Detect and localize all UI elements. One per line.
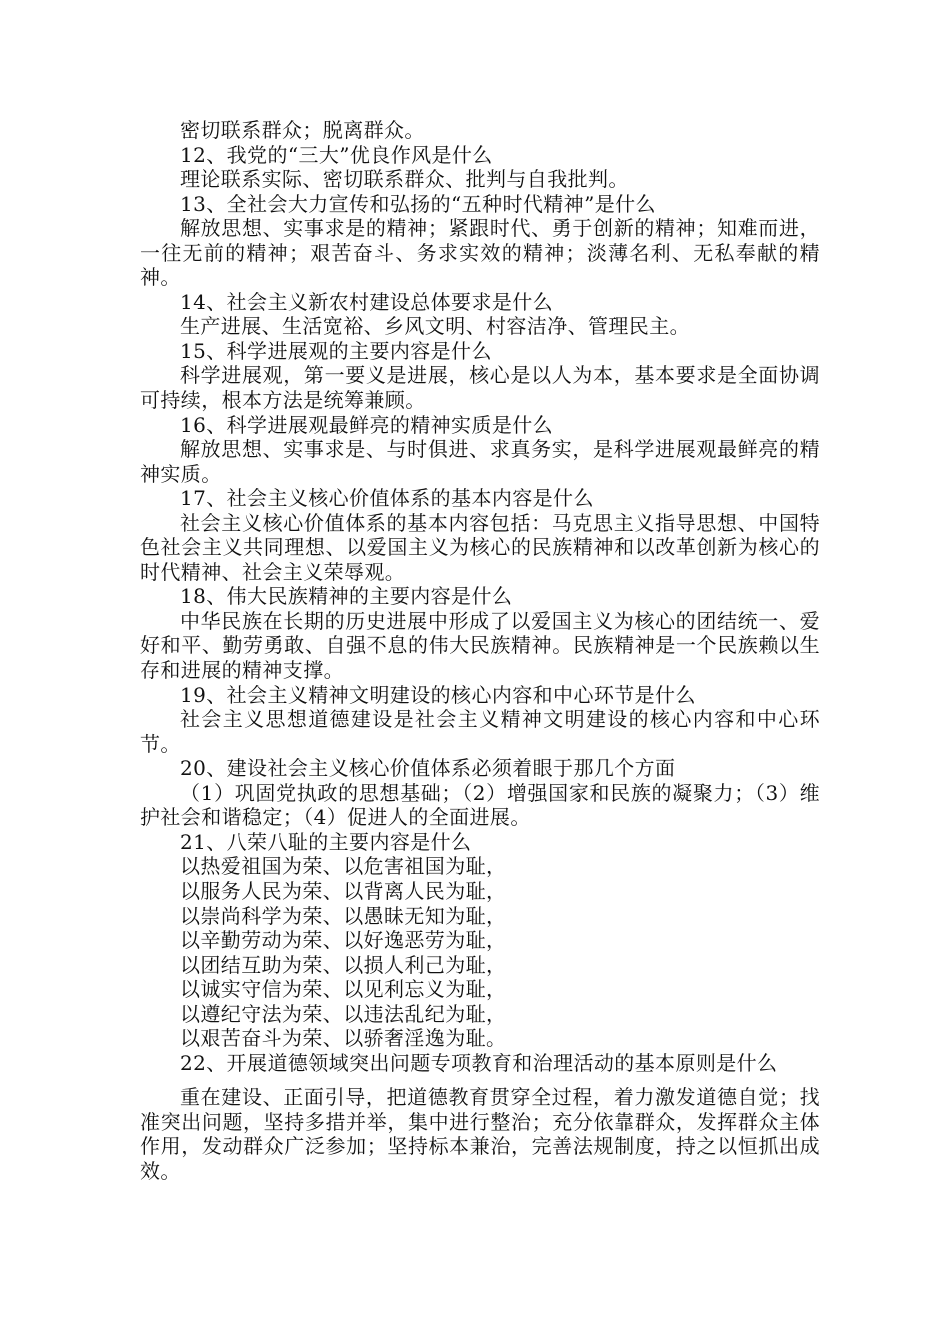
list-line: 以艰苦奋斗为荣、以骄奢淫逸为耻。 (180, 1026, 507, 1051)
answer-paragraph: 社会主义思想道德建设是社会主义精神文明建设的核心内容和中心环节。 (140, 707, 820, 756)
answer-paragraph: 科学进展观，第一要义是进展，核心是以人为本，基本要求是全面协调可持续，根本方法是统筹兼顾。 (140, 363, 820, 413)
question-heading: 16、科学进展观最鲜亮的精神实质是什么 (180, 412, 554, 437)
list-line: 以热爱祖国为荣、以危害祖国为耻， (180, 854, 507, 879)
question-heading: 21、八荣八耻的主要内容是什么 (180, 829, 472, 854)
list-line: 以崇尚科学为荣、以愚昧无知为耻， (180, 903, 507, 928)
answer-paragraph: 解放思想、实事求是、与时俱进、求真务实，是科学进展观最鲜亮的精神实质。 (140, 437, 820, 486)
answer-paragraph: （1）巩固党执政的思想基础；（2）增强国家和民族的凝聚力；（3）维护社会和谐稳定；（4）促进人的全面进展。 (140, 780, 820, 830)
question-heading: 22、开展道德领域突出问题专项教育和治理活动的基本原则是什么 (180, 1050, 778, 1075)
question-heading: 17、社会主义核心价值体系的基本内容是什么 (180, 486, 594, 511)
question-heading: 15、科学进展观的主要内容是什么 (180, 338, 492, 363)
question-heading: 14、社会主义新农村建设总体要求是什么 (180, 289, 554, 314)
paragraph: 密切联系群众；脱离群众。 (180, 118, 425, 142)
paragraph-spacer (140, 1075, 820, 1085)
question-heading: 13、全社会大力宣传和弘扬的“五种时代精神”是什么 (180, 191, 656, 216)
question-heading: 20、建设社会主义核心价值体系必须着眼于那几个方面 (180, 756, 676, 781)
answer-paragraph: 重在建设、正面引导，把道德教育贯穿全过程，着力激发道德自觉；找准突出问题，坚持多措并举，集中进行整治；充分依靠群众，发挥群众主体作用，发动群众广泛参加；坚持标本兼治，完善法规制度，持之以恒抓出成效。 (140, 1085, 820, 1183)
list-line: 以遵纪守法为荣、以违法乱纪为耻， (180, 1001, 507, 1026)
question-heading: 12、我党的“三大”优良作风是什么 (180, 142, 493, 167)
list-line: 以服务人民为荣、以背离人民为耻， (180, 878, 507, 903)
question-heading: 18、伟大民族精神的主要内容是什么 (180, 584, 513, 609)
answer-paragraph: 中华民族在长期的历史进展中形成了以爱国主义为核心的团结统一、爱好和平、勤劳勇敢、自强不息的伟大民族精神。民族精神是一个民族赖以生存和进展的精神支撑。 (140, 608, 820, 683)
answer-paragraph: 理论联系实际、密切联系群众、批判与自我批判。 (180, 167, 629, 192)
list-line: 以诚实守信为荣、以见利忘义为耻， (180, 977, 507, 1002)
answer-paragraph: 社会主义核心价值体系的基本内容包括：马克思主义指导思想、中国特色社会主义共同理想、以爱国主义为核心的民族精神和以改革创新为核心的时代精神、社会主义荣辱观。 (140, 510, 820, 584)
question-heading: 19、社会主义精神文明建设的核心内容和中心环节是什么 (180, 682, 696, 707)
answer-paragraph: 生产进展、生活宽裕、乡风文明、村容洁净、管理民主。 (180, 314, 690, 339)
list-line: 以辛勤劳动为荣、以好逸恶劳为耻， (180, 928, 507, 953)
list-line: 以团结互助为荣、以损人利己为耻， (180, 952, 507, 977)
answer-paragraph: 解放思想、实事求是的精神；紧跟时代、勇于创新的精神；知难而进，一往无前的精神；艰苦奋斗、务求实效的精神；淡薄名利、无私奉献的精神。 (140, 216, 820, 290)
document-body (140, 118, 820, 1184)
